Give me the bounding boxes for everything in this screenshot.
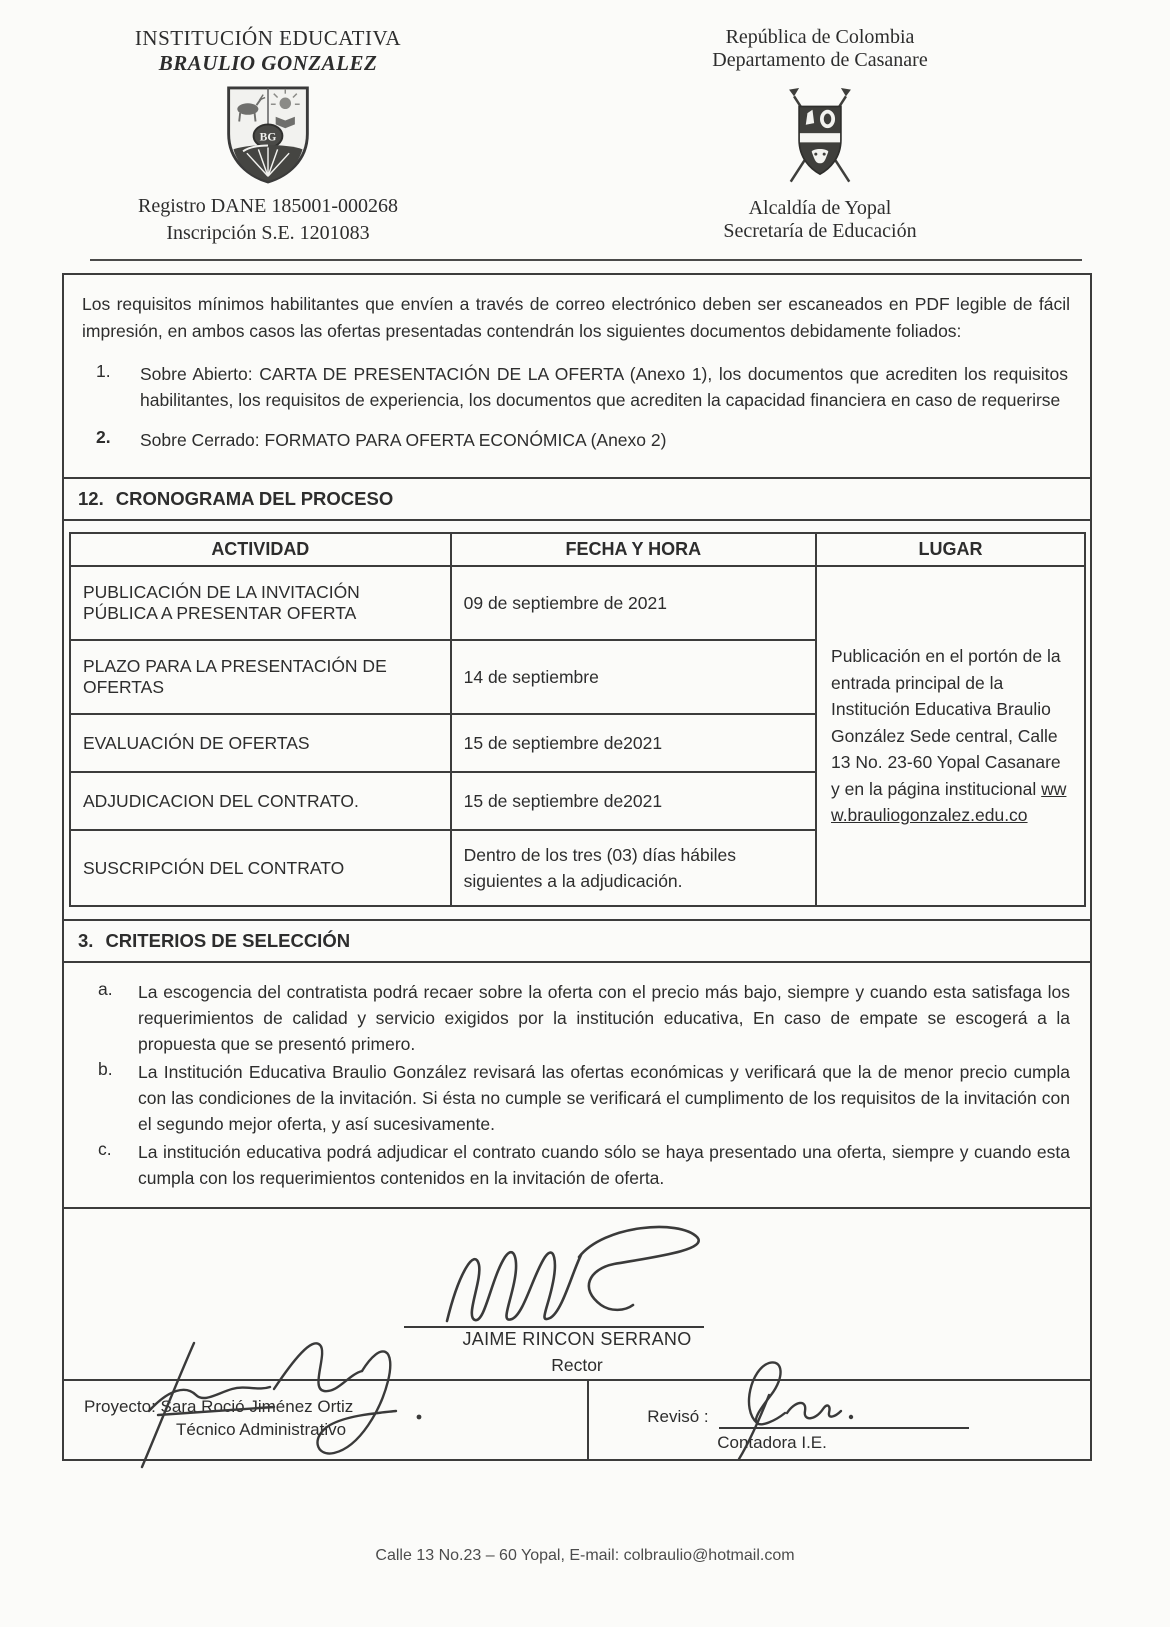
departamento-line: Departamento de Casanare: [712, 49, 928, 71]
requirements-list: [82, 361, 1070, 453]
yopal-coat-of-arms-icon: [650, 78, 990, 195]
inscripcion-se: Inscripción S.E. 1201083: [166, 222, 370, 244]
institution-name-line1: INSTITUCIÓN EDUCATIVA: [134, 26, 402, 50]
secretaria-line: Secretaría de Educación: [723, 220, 917, 242]
list-item-marker: 2.: [96, 427, 111, 447]
column-header-actividad: ACTIVIDAD: [70, 533, 451, 566]
criteria-item: [98, 1059, 1072, 1137]
cell-lugar: [816, 566, 1085, 906]
lugar-text: Publicación en el portón de la entrada principal de la Institución Educativa Braulio González Sede central, Calle 13 No. 23-60 Yopal Casanare y en la página institucional: [831, 646, 1061, 799]
reviso-signature-line: [719, 1409, 969, 1429]
rector-signature-block: [64, 1207, 1090, 1379]
criteria-marker: b.: [98, 1059, 113, 1079]
section-label: CRONOGRAMA DEL PROCESO: [115, 488, 394, 509]
school-shield-logo-icon: [88, 82, 448, 191]
cell-actividad: EVALUACIÓN DE OFERTAS: [70, 714, 451, 772]
table-header-row: [70, 533, 1085, 566]
cell-fecha: 15 de septiembre de2021: [451, 714, 816, 772]
criteria-item: [98, 1139, 1072, 1191]
alcaldia-line: Alcaldía de Yopal: [748, 197, 892, 219]
proyecto-label: Proyecto: Sara Roció Jiménez Ortiz: [84, 1397, 354, 1416]
svg-text:BG: BG: [259, 131, 277, 144]
list-item-marker: 1.: [96, 361, 111, 381]
criteria-text: La Institución Educativa Braulio González revisará las ofertas económicas y verificará que la de menor precio cumpla con las condiciones de la invitación. Si ésta no cumple se verificará el cumplimento de los requisitos de la invitación con el segundo mejor oferta, y así sucesivamente.: [138, 1062, 1070, 1134]
rector-title: Rector: [551, 1355, 603, 1375]
cell-fecha: 14 de septiembre: [451, 640, 816, 714]
criteria-text: La escogencia del contratista podrá recaer sobre la oferta con el precio más bajo, siempre y cuando esta satisfaga los requerimientos de calidad y servicio exigidos por la institución educativa, En caso de empate se escogerá a la propuesta que se presentó primero.: [138, 982, 1070, 1054]
intro-section: [64, 275, 1090, 477]
table-row: [70, 566, 1085, 640]
proyecto-title: Técnico Administrativo: [176, 1420, 347, 1439]
rector-signature-image: [429, 1217, 729, 1337]
list-item: [96, 427, 1070, 453]
criteria-text: La institución educativa podrá adjudicar el contrato cuando sólo se haya presentado una oferta, siempre y cuando esta cumpla con los requerimientos contenidos en la invitación de oferta.: [138, 1142, 1070, 1188]
cell-actividad: ADJUDICACION DEL CONTRATO.: [70, 772, 451, 830]
proyecto-cell: [64, 1381, 587, 1459]
cronograma-table: [69, 532, 1086, 907]
criteria-item: [98, 979, 1072, 1057]
criteria-marker: a.: [98, 979, 113, 999]
document-header: [0, 0, 1170, 245]
cell-actividad: PLAZO PARA LA PRESENTACIÓN DE OFERTAS: [70, 640, 451, 714]
section-label: CRITERIOS DE SELECCIÓN: [105, 930, 351, 951]
section-number: 3.: [78, 930, 94, 951]
cell-fecha: 15 de septiembre de2021: [451, 772, 816, 830]
approvals-row: [64, 1379, 1090, 1459]
criteria-marker: c.: [98, 1139, 112, 1159]
section-number: 12.: [78, 488, 104, 509]
document-body-frame: [62, 273, 1092, 1461]
intro-paragraph: Los requisitos mínimos habilitantes que envíen a través de correo electrónico deben ser escaneados en PDF legible de fácil impresión, en ambos casos las ofertas presentadas contendrán los siguientes documentos debidamente foliados:: [82, 294, 1070, 341]
list-item-text: Sobre Abierto: CARTA DE PRESENTACIÓN DE LA OFERTA (Anexo 1), los documentos que acrediten los requisitos habilitantes, los requisitos de experiencia, los documentos que acrediten la capacidad financiera en caso de requerirse: [140, 364, 1068, 410]
cronograma-table-wrap: [64, 521, 1090, 919]
institution-name-line2: BRAULIO GONZALEZ: [158, 51, 378, 75]
cell-fecha: Dentro de los tres (03) días hábiles siguientes a la adjudicación.: [451, 830, 816, 906]
list-item: [96, 361, 1070, 413]
rector-signature-line: [404, 1326, 704, 1328]
cell-fecha: 09 de septiembre de 2021: [451, 566, 816, 640]
reviso-title: Contadora I.E.: [717, 1433, 827, 1452]
column-header-fecha: FECHA Y HORA: [451, 533, 816, 566]
registro-dane: Registro DANE 185001-000268: [138, 195, 398, 217]
criterios-section: [64, 963, 1090, 1207]
section-title-cronograma: [64, 477, 1090, 521]
republica-line: República de Colombia: [725, 26, 915, 48]
header-institution: [88, 26, 448, 245]
reviso-label: Revisó :: [647, 1407, 709, 1426]
cell-actividad: PUBLICACIÓN DE LA INVITACIÓN PÚBLICA A PRESENTAR OFERTA: [70, 566, 451, 640]
section-title-criterios: [64, 919, 1090, 963]
header-divider: [90, 259, 1082, 261]
cell-actividad: SUSCRIPCIÓN DEL CONTRATO: [70, 830, 451, 906]
rector-name: JAIME RINCON SERRANO: [462, 1329, 692, 1349]
reviso-cell: [587, 1381, 1090, 1459]
list-item-text: Sobre Cerrado: FORMATO PARA OFERTA ECONÓMICA (Anexo 2): [140, 430, 667, 450]
page-footer-address: Calle 13 No.23 – 60 Yopal, E-mail: colbraulio@hotmail.com: [375, 1547, 795, 1564]
institution-website-link: www.brauliogonzalez.edu.co: [831, 778, 1067, 826]
column-header-lugar: LUGAR: [816, 533, 1085, 566]
header-government: [650, 26, 990, 245]
